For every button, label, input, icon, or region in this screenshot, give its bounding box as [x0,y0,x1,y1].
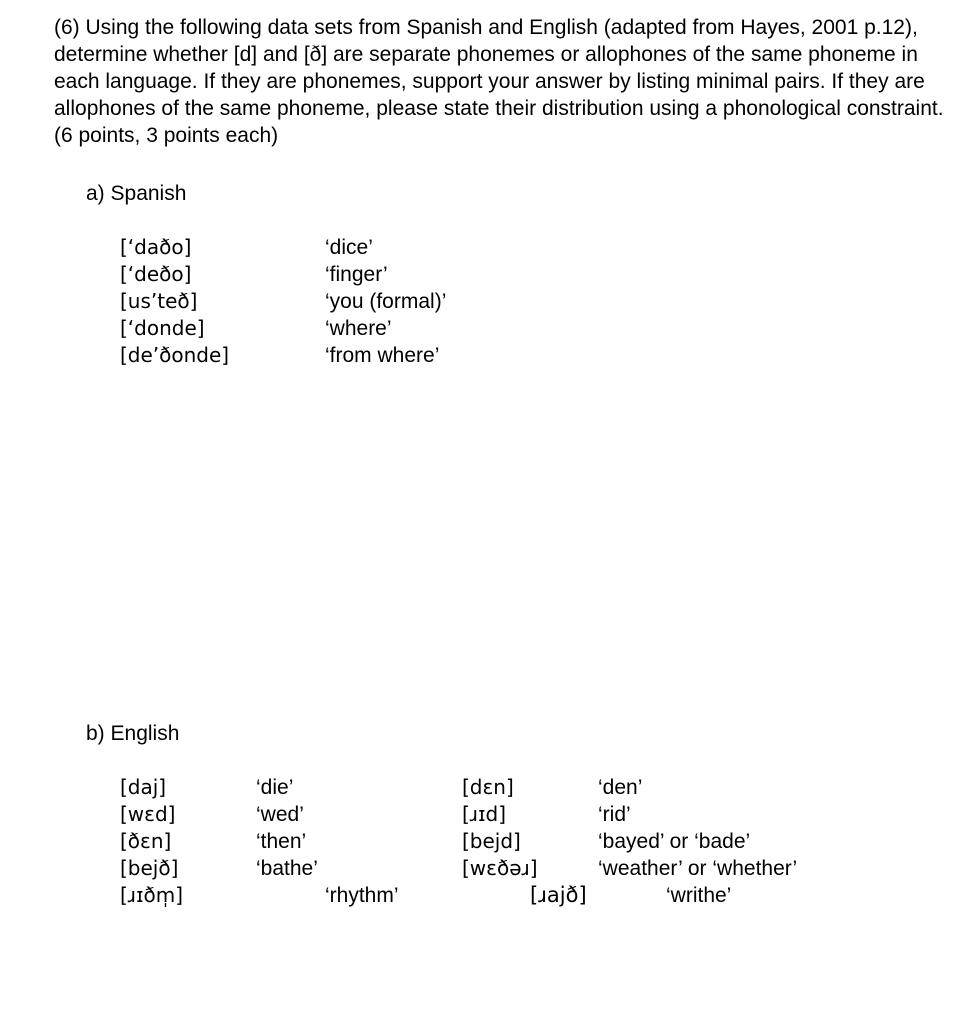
spanish-gloss: ‘dice’ [325,236,373,259]
english-ipa: [ɹɪd] [462,802,507,826]
english-ipa: [ɹɪðm̩] [120,883,184,907]
spanish-gloss: ‘where’ [325,317,392,340]
english-gloss: ‘then’ [256,830,307,853]
english-gloss: ‘rhythm’ [325,884,399,907]
english-ipa: [bejð] [120,856,179,880]
question-text: (6) Using the following data sets from Spanish and English (adapted from Hayes, 2001 p.12), determine whether [d] and [ð] are separate phonemes or allophones of the same phoneme in each language. If they are phonemes, support your answer by listing minimal pairs. If they are allophones of the same phoneme, please state their distribution using a phonological constraint. (6 points, 3 points each) [54,16,944,147]
spanish-ipa: [de’ðonde] [120,343,230,367]
spanish-ipa: [‘daðo] [120,235,192,259]
spanish-ipa-column [120,234,229,369]
spanish-gloss-column [325,234,446,369]
spanish-ipa: [‘deðo] [120,262,192,286]
english-ipa: [daj] [120,775,167,799]
section-b-label: b) English [86,722,180,745]
section-a-label: a) Spanish [86,182,187,205]
english-ipa: [ɹajð] [530,883,587,907]
english-gloss: ‘bathe’ [256,857,318,880]
english-gloss: ‘die’ [256,776,294,799]
english-gloss: ‘wed’ [256,803,304,826]
english-gloss: ‘bayed’ or ‘bade’ [598,830,751,853]
english-gloss: ‘rid’ [598,803,631,826]
english-gloss: ‘writhe’ [666,884,732,907]
spanish-gloss: ‘from where’ [325,344,440,367]
english-ipa: [bejd] [462,829,521,853]
english-ipa: [dɛn] [462,775,514,799]
english-ipa: [wɛd] [120,802,176,826]
english-gloss: ‘den’ [598,776,643,799]
spanish-gloss: ‘finger’ [325,263,388,286]
english-left-ipa-column [120,774,183,909]
spanish-ipa: [‘donde] [120,316,205,340]
english-ipa: [ðɛn] [120,829,172,853]
english-left-gloss-column [256,774,318,882]
spanish-ipa: [us’teð] [120,289,198,313]
english-ipa: [wɛðəɹ] [462,856,538,880]
english-right-ipa-column [462,774,538,882]
english-gloss: ‘weather’ or ‘whether’ [598,857,798,880]
spanish-gloss: ‘you (formal)’ [325,290,447,313]
english-right-gloss-column [598,774,797,882]
